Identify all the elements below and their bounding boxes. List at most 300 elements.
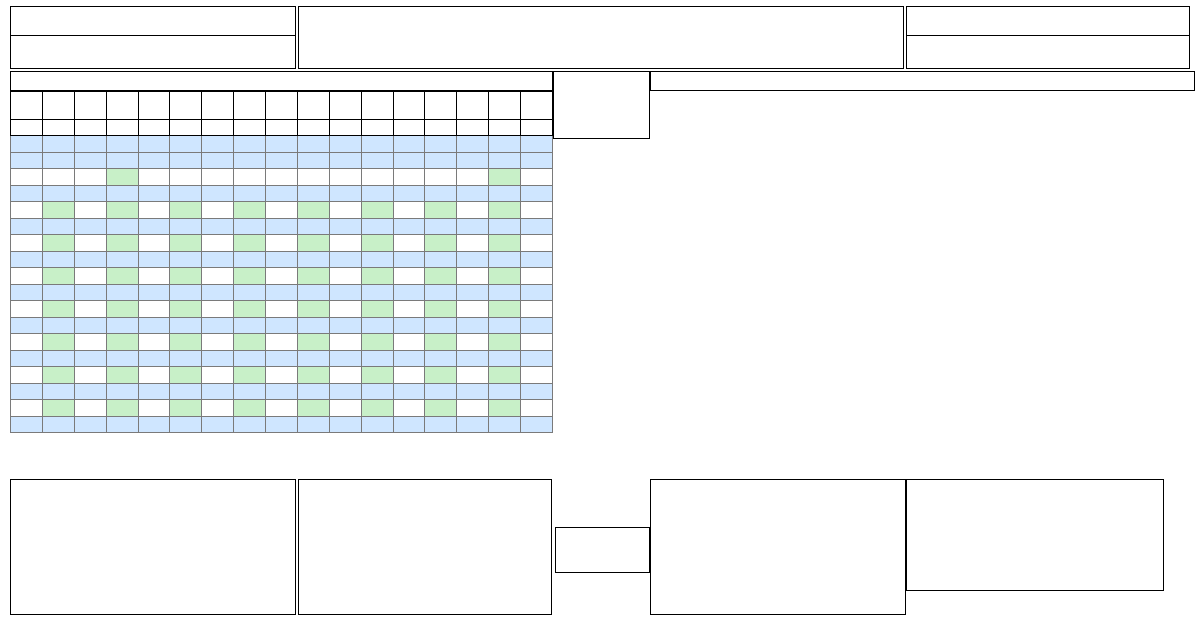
train-number	[361, 103, 393, 119]
time-cell	[106, 218, 138, 235]
time-cell	[457, 169, 489, 186]
time-cell	[170, 185, 202, 202]
left-timetable	[10, 91, 553, 433]
time-cell	[521, 152, 553, 169]
time-cell	[170, 334, 202, 351]
time-cell	[11, 317, 43, 334]
time-cell	[457, 367, 489, 384]
time-cell	[11, 400, 43, 417]
time-cell	[234, 367, 266, 384]
time-cell	[202, 268, 234, 285]
time-cell	[234, 350, 266, 367]
class-label	[170, 119, 202, 136]
time-cell	[329, 268, 361, 285]
time-cell	[234, 317, 266, 334]
time-cell	[74, 218, 106, 235]
time-cell	[234, 400, 266, 417]
time-cell	[266, 400, 298, 417]
time-cell	[457, 218, 489, 235]
time-cell	[11, 235, 43, 252]
train-number	[266, 103, 298, 119]
time-cell	[234, 334, 266, 351]
train-number	[138, 103, 170, 119]
time-cell	[234, 268, 266, 285]
time-cell	[106, 383, 138, 400]
time-cell	[11, 367, 43, 384]
time-cell	[425, 334, 457, 351]
time-cell	[489, 152, 521, 169]
legend-box	[10, 479, 296, 615]
time-cell	[393, 350, 425, 367]
time-cell	[106, 185, 138, 202]
time-cell	[425, 185, 457, 202]
train-number	[425, 103, 457, 119]
time-cell	[202, 400, 234, 417]
time-cell	[42, 416, 74, 433]
time-cell	[170, 367, 202, 384]
time-cell	[266, 202, 298, 219]
time-cell	[521, 301, 553, 318]
time-cell	[521, 218, 553, 235]
time-cell	[457, 185, 489, 202]
time-cell	[266, 185, 298, 202]
time-cell	[74, 383, 106, 400]
time-cell	[266, 218, 298, 235]
train-mark	[234, 92, 266, 104]
time-cell	[425, 152, 457, 169]
time-cell	[42, 317, 74, 334]
time-cell	[329, 367, 361, 384]
time-row	[11, 367, 553, 384]
time-cell	[106, 301, 138, 318]
time-cell	[106, 202, 138, 219]
time-cell	[457, 202, 489, 219]
train-mark	[489, 92, 521, 104]
time-cell	[393, 367, 425, 384]
train-mark	[266, 92, 298, 104]
train-mark	[106, 92, 138, 104]
time-cell	[457, 235, 489, 252]
time-row	[11, 218, 553, 235]
time-cell	[297, 152, 329, 169]
time-cell	[42, 218, 74, 235]
time-cell	[521, 268, 553, 285]
time-cell	[393, 334, 425, 351]
time-row	[11, 185, 553, 202]
time-cell	[74, 185, 106, 202]
time-cell	[234, 202, 266, 219]
time-cell	[170, 400, 202, 417]
time-cell	[457, 284, 489, 301]
time-cell	[106, 251, 138, 268]
time-cell	[202, 367, 234, 384]
time-cell	[42, 268, 74, 285]
time-cell	[393, 383, 425, 400]
time-cell	[138, 185, 170, 202]
time-cell	[138, 251, 170, 268]
time-cell	[297, 218, 329, 235]
time-cell	[457, 350, 489, 367]
time-cell	[393, 152, 425, 169]
class-label	[42, 119, 74, 136]
time-cell	[266, 416, 298, 433]
time-cell	[521, 383, 553, 400]
time-cell	[489, 268, 521, 285]
time-cell	[74, 334, 106, 351]
class-label	[425, 119, 457, 136]
time-cell	[74, 202, 106, 219]
time-row	[11, 334, 553, 351]
time-cell	[521, 202, 553, 219]
time-cell	[138, 268, 170, 285]
time-cell	[234, 185, 266, 202]
time-cell	[138, 301, 170, 318]
time-cell	[42, 185, 74, 202]
time-cell	[138, 334, 170, 351]
time-cell	[425, 350, 457, 367]
time-cell	[170, 136, 202, 153]
time-cell	[361, 185, 393, 202]
time-cell	[329, 317, 361, 334]
time-cell	[361, 367, 393, 384]
train-mark	[361, 92, 393, 104]
time-cell	[425, 235, 457, 252]
time-cell	[266, 383, 298, 400]
time-cell	[521, 169, 553, 186]
time-cell	[74, 301, 106, 318]
time-cell	[425, 416, 457, 433]
time-cell	[202, 218, 234, 235]
time-cell	[11, 136, 43, 153]
train-mark	[393, 92, 425, 104]
time-cell	[393, 416, 425, 433]
time-cell	[138, 235, 170, 252]
train-mark	[42, 92, 74, 104]
class-label	[74, 119, 106, 136]
time-row	[11, 235, 553, 252]
time-cell	[361, 202, 393, 219]
time-cell	[297, 136, 329, 153]
time-cell	[74, 268, 106, 285]
left-group-header	[10, 71, 553, 91]
time-cell	[74, 367, 106, 384]
time-cell	[393, 136, 425, 153]
time-cell	[489, 350, 521, 367]
time-cell	[266, 367, 298, 384]
time-cell	[11, 152, 43, 169]
time-cell	[457, 268, 489, 285]
time-row	[11, 169, 553, 186]
time-cell	[425, 284, 457, 301]
time-cell	[138, 218, 170, 235]
train-number	[11, 103, 43, 119]
time-cell	[393, 400, 425, 417]
time-cell	[42, 350, 74, 367]
time-cell	[74, 136, 106, 153]
time-cell	[521, 235, 553, 252]
time-cell	[329, 235, 361, 252]
time-cell	[202, 284, 234, 301]
time-cell	[521, 251, 553, 268]
time-cell	[297, 301, 329, 318]
time-cell	[521, 367, 553, 384]
time-cell	[329, 185, 361, 202]
class-label	[489, 119, 521, 136]
time-cell	[329, 400, 361, 417]
time-cell	[393, 169, 425, 186]
time-cell	[329, 350, 361, 367]
train-number	[329, 103, 361, 119]
time-cell	[297, 383, 329, 400]
time-cell	[42, 169, 74, 186]
time-cell	[11, 284, 43, 301]
time-cell	[361, 136, 393, 153]
train-number-row	[11, 103, 553, 119]
time-cell	[521, 350, 553, 367]
time-cell	[393, 202, 425, 219]
time-cell	[297, 202, 329, 219]
time-cell	[425, 268, 457, 285]
time-cell	[425, 301, 457, 318]
time-cell	[297, 350, 329, 367]
time-cell	[393, 284, 425, 301]
time-cell	[361, 383, 393, 400]
time-cell	[202, 152, 234, 169]
time-cell	[489, 218, 521, 235]
time-cell	[361, 218, 393, 235]
class-row	[11, 119, 553, 136]
time-cell	[138, 416, 170, 433]
time-cell	[361, 350, 393, 367]
class-label	[297, 119, 329, 136]
time-cell	[106, 317, 138, 334]
time-cell	[74, 317, 106, 334]
time-cell	[234, 169, 266, 186]
time-cell	[138, 367, 170, 384]
time-cell	[234, 301, 266, 318]
train-mark	[457, 92, 489, 104]
time-row	[11, 251, 553, 268]
time-cell	[329, 169, 361, 186]
time-cell	[138, 317, 170, 334]
train-mark	[138, 92, 170, 104]
time-cell	[74, 284, 106, 301]
time-cell	[106, 136, 138, 153]
time-cell	[234, 235, 266, 252]
time-cell	[489, 400, 521, 417]
time-row	[11, 317, 553, 334]
time-cell	[106, 367, 138, 384]
time-cell	[297, 268, 329, 285]
time-cell	[266, 169, 298, 186]
time-cell	[361, 152, 393, 169]
time-cell	[297, 416, 329, 433]
time-row	[11, 383, 553, 400]
train-mark	[202, 92, 234, 104]
time-cell	[170, 268, 202, 285]
fare-panel-2	[650, 479, 906, 615]
time-cell	[489, 383, 521, 400]
time-row	[11, 152, 553, 169]
time-cell	[329, 301, 361, 318]
time-cell	[521, 416, 553, 433]
time-cell	[266, 251, 298, 268]
time-cell	[202, 317, 234, 334]
time-cell	[457, 136, 489, 153]
time-cell	[138, 350, 170, 367]
time-cell	[74, 169, 106, 186]
time-cell	[42, 251, 74, 268]
time-cell	[297, 169, 329, 186]
time-cell	[329, 334, 361, 351]
train-number	[202, 103, 234, 119]
time-cell	[170, 301, 202, 318]
class-label	[521, 119, 553, 136]
train-mark	[329, 92, 361, 104]
time-cell	[202, 136, 234, 153]
train-number	[74, 103, 106, 119]
time-cell	[393, 185, 425, 202]
train-mark	[521, 92, 553, 104]
train-mark	[170, 92, 202, 104]
header-center-box	[298, 6, 904, 69]
time-cell	[170, 235, 202, 252]
time-cell	[234, 416, 266, 433]
time-cell	[42, 400, 74, 417]
time-cell	[202, 350, 234, 367]
time-cell	[266, 334, 298, 351]
time-row	[11, 202, 553, 219]
time-cell	[11, 334, 43, 351]
time-cell	[106, 235, 138, 252]
time-cell	[138, 169, 170, 186]
time-cell	[393, 268, 425, 285]
time-cell	[170, 202, 202, 219]
time-cell	[74, 152, 106, 169]
time-cell	[266, 235, 298, 252]
time-cell	[234, 152, 266, 169]
time-cell	[106, 400, 138, 417]
time-cell	[425, 400, 457, 417]
time-cell	[234, 218, 266, 235]
time-row	[11, 284, 553, 301]
time-cell	[202, 301, 234, 318]
time-cell	[42, 152, 74, 169]
time-cell	[234, 284, 266, 301]
fare-panel-1	[298, 479, 552, 615]
time-cell	[521, 400, 553, 417]
time-cell	[361, 416, 393, 433]
time-cell	[170, 169, 202, 186]
train-number	[42, 103, 74, 119]
time-cell	[234, 251, 266, 268]
time-cell	[393, 235, 425, 252]
time-cell	[361, 268, 393, 285]
time-cell	[74, 235, 106, 252]
fare-panel-3	[906, 479, 1164, 591]
time-cell	[11, 218, 43, 235]
train-mark	[74, 92, 106, 104]
train-number	[170, 103, 202, 119]
time-cell	[457, 383, 489, 400]
train-number	[297, 103, 329, 119]
time-cell	[361, 251, 393, 268]
time-cell	[202, 416, 234, 433]
time-cell	[361, 334, 393, 351]
time-cell	[106, 416, 138, 433]
time-row	[11, 416, 553, 433]
time-cell	[425, 383, 457, 400]
time-cell	[521, 334, 553, 351]
class-label	[106, 119, 138, 136]
time-cell	[170, 383, 202, 400]
time-cell	[489, 301, 521, 318]
time-cell	[11, 185, 43, 202]
train-number	[489, 103, 521, 119]
time-cell	[393, 218, 425, 235]
time-cell	[425, 169, 457, 186]
time-cell	[425, 367, 457, 384]
train-mark	[11, 92, 43, 104]
time-cell	[457, 317, 489, 334]
train-number	[234, 103, 266, 119]
time-cell	[106, 284, 138, 301]
time-cell	[202, 383, 234, 400]
time-cell	[266, 152, 298, 169]
class-label	[361, 119, 393, 136]
time-cell	[393, 251, 425, 268]
time-cell	[521, 317, 553, 334]
train-number	[393, 103, 425, 119]
time-cell	[42, 334, 74, 351]
time-cell	[11, 301, 43, 318]
time-cell	[266, 284, 298, 301]
time-cell	[106, 268, 138, 285]
time-cell	[329, 416, 361, 433]
time-cell	[329, 218, 361, 235]
time-cell	[489, 169, 521, 186]
header-right-box	[906, 6, 1190, 69]
time-cell	[329, 136, 361, 153]
time-cell	[329, 284, 361, 301]
time-cell	[170, 416, 202, 433]
time-cell	[202, 185, 234, 202]
time-row	[11, 136, 553, 153]
time-cell	[202, 251, 234, 268]
time-cell	[74, 350, 106, 367]
validity-box	[555, 527, 650, 573]
time-cell	[138, 136, 170, 153]
time-cell	[42, 136, 74, 153]
train-number	[521, 103, 553, 119]
time-cell	[42, 235, 74, 252]
time-cell	[457, 152, 489, 169]
time-cell	[361, 169, 393, 186]
time-cell	[202, 235, 234, 252]
time-cell	[170, 152, 202, 169]
train-mark	[297, 92, 329, 104]
time-cell	[329, 152, 361, 169]
class-label	[234, 119, 266, 136]
time-cell	[42, 301, 74, 318]
time-cell	[425, 251, 457, 268]
time-cell	[11, 350, 43, 367]
time-cell	[489, 416, 521, 433]
time-cell	[11, 268, 43, 285]
time-cell	[11, 202, 43, 219]
class-label	[457, 119, 489, 136]
time-cell	[361, 317, 393, 334]
